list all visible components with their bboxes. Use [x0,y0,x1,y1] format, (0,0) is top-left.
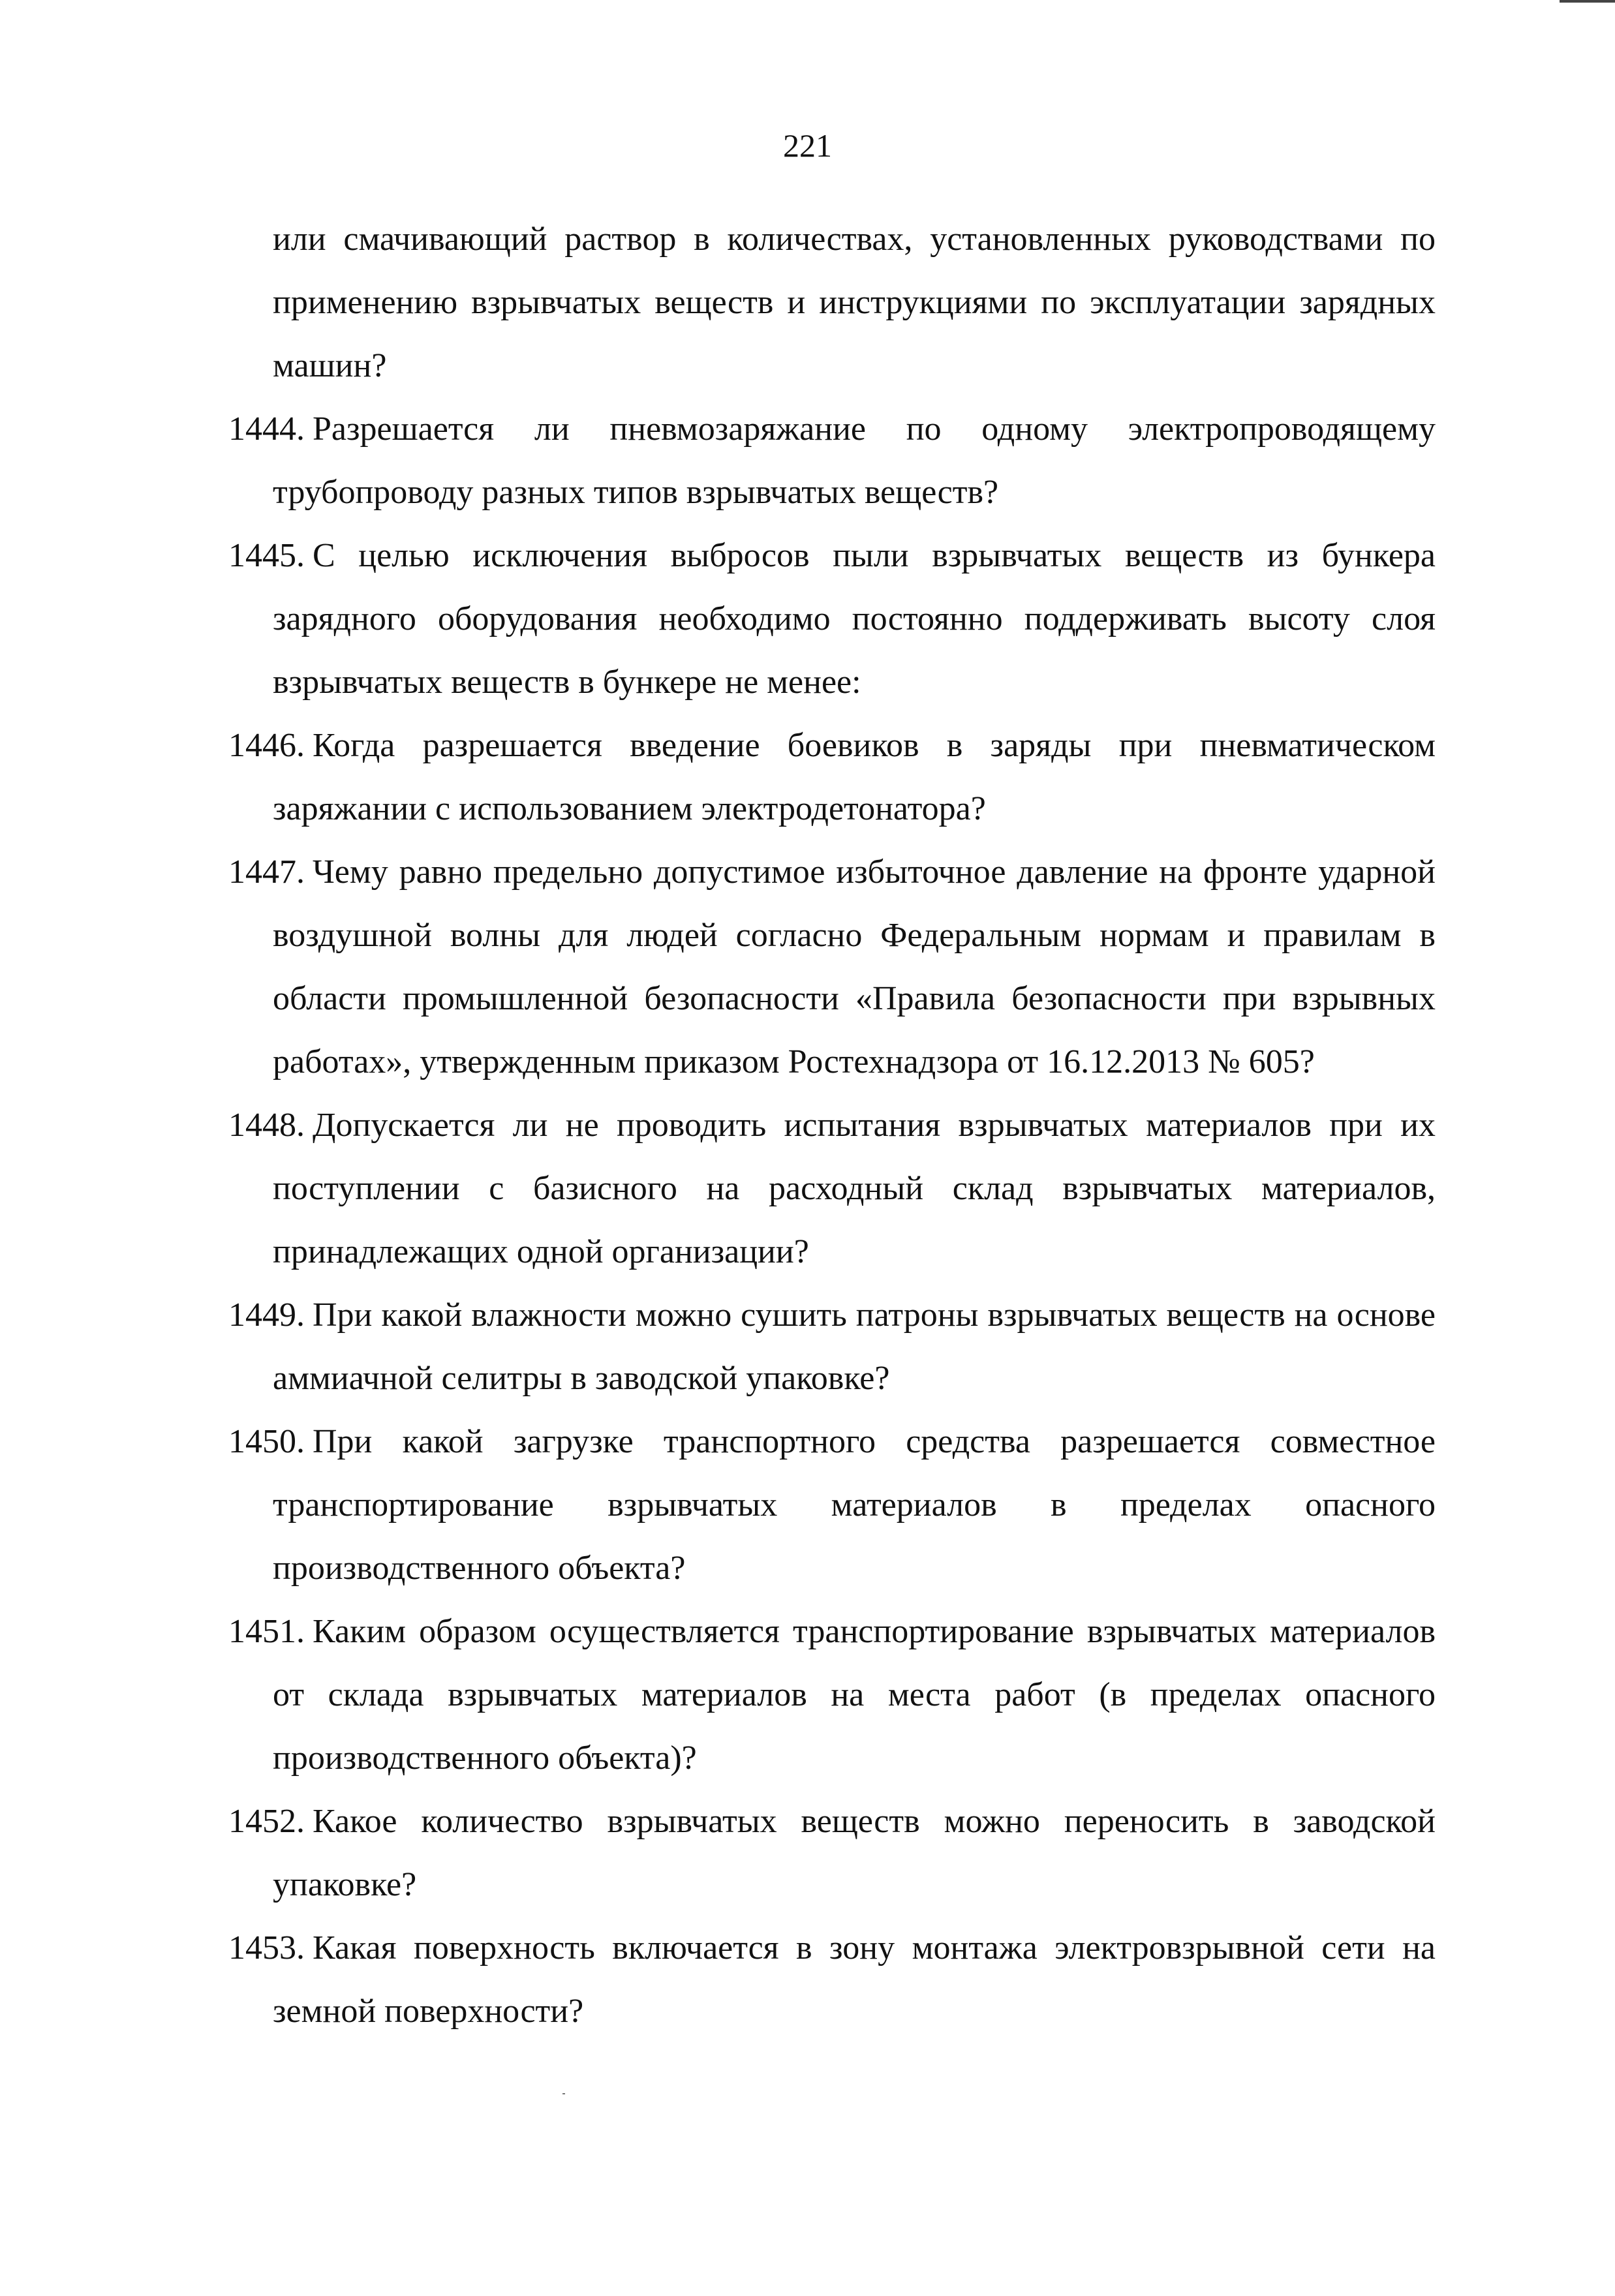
question-item [228,1410,1436,1600]
question-item [228,1600,1436,1790]
question-text: Чему равно предельно допустимое избыточное давление на фронте ударной воздушной волны для людей согласно Федеральным нормам и правилам в области промышленной безопасности «Правила безопасности при взрывных работах», утвержденным приказом Ростехнадзора от 16.12.2013 № 605? [273,853,1436,1080]
page-number: 221 [783,127,832,164]
question-item [228,840,1436,1094]
question-text: Какое количество взрывчатых веществ можно переносить в заводской упаковке? [273,1803,1436,1903]
question-text: С целью исключения выбросов пыли взрывчатых веществ из бункера зарядного оборудования необходимо постоянно поддерживать высоту слоя взрывчатых веществ в бункере не менее: [273,537,1436,701]
question-item [228,524,1436,714]
question-number: 1450. [228,1423,305,1460]
question-number: 1445. [228,537,305,574]
question-number: 1446. [228,727,305,764]
question-item [228,1094,1436,1283]
question-text: Когда разрешается введение боевиков в заряды при пневматическом заряжании с использованием электродетонатора? [273,727,1436,827]
question-item [228,714,1436,840]
question-number: 1453. [228,1929,305,1967]
question-text: Каким образом осуществляется транспортирование взрывчатых материалов от склада взрывчатых материалов на места работ (в пределах опасного производственного объекта)? [273,1613,1436,1777]
question-number: 1447. [228,853,305,891]
corner-scan-mark [1560,0,1615,3]
question-text: При какой влажности можно сушить патроны взрывчатых веществ на основе аммиачной селитры в заводской упаковке? [273,1296,1436,1397]
question-text: Допускается ли не проводить испытания взрывчатых материалов при их поступлении с базисного на расходный склад взрывчатых материалов, принадлежащих одной организации? [273,1107,1436,1270]
question-item [228,1790,1436,1916]
question-text: Разрешается ли пневмозаряжание по одному электропроводящему трубопроводу разных типов взрывчатых веществ? [273,410,1436,511]
question-item [228,397,1436,524]
question-item [228,1283,1436,1410]
continuation-paragraph: или смачивающий раствор в количествах, установленных руководствами по применению взрывчатых веществ и инструкциями по эксплуатации зарядных машин? [273,221,1436,384]
question-number: 1449. [228,1296,305,1334]
question-number: 1444. [228,410,305,448]
question-number: 1452. [228,1803,305,1840]
document-body [228,207,1436,2043]
question-text: При какой загрузке транспортного средства разрешается совместное транспортирование взрывчатых материалов в пределах опасного производственного объекта? [273,1423,1436,1587]
scan-speck [562,2093,565,2094]
question-text: Какая поверхность включается в зону монтажа электровзрывной сети на земной поверхности? [273,1929,1436,2030]
question-number: 1448. [228,1107,305,1144]
question-number: 1451. [228,1613,305,1650]
question-item [228,1916,1436,2043]
